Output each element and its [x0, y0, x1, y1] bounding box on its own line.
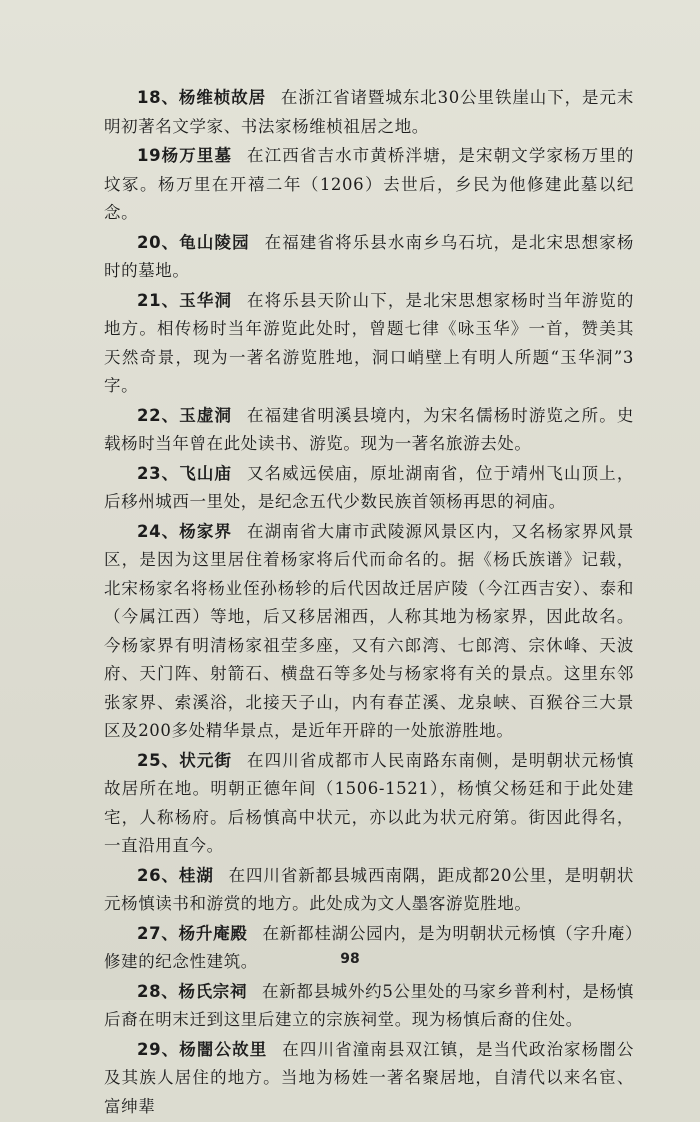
- page-number: 98: [340, 951, 360, 967]
- entry-text: 在四川省成都市人民南路东南侧，是明朝状元杨慎故居所在地。明朝正德年间（1506-1521），杨慎父杨廷和于此处建宅，人称杨府。后杨慎高中状元，亦以此为状元府第。街因此得名，一直沿用直今。: [104, 750, 634, 855]
- entry-text: 在新都桂湖公园内，是为明朝状元杨慎（字升庵）修建的纪念性建筑。: [104, 923, 635, 971]
- entry-24: [104, 518, 634, 746]
- entry-title: 龟山陵园: [179, 232, 250, 252]
- entry-title: 杨氏宗祠: [178, 981, 248, 1001]
- entry-text: 又名威远侯庙，原址湖南省，位于靖州飞山顶上，后移州城西一里处，是纪念五代少数民族首领杨再思的祠庙。: [104, 463, 634, 511]
- entry-title: 状元街: [179, 750, 233, 770]
- entry-text: 在将乐县天阶山下，是北宋思想家杨时当年游览的地方。相传杨时当年游览此处时，曾题七律《咏玉华》一首，赞美其天然奇景，现为一著名游览胜地，洞口峭壁上有明人所题“玉华洞”3字。: [104, 290, 634, 395]
- entry-29: [104, 1036, 634, 1122]
- entry-number: 28、: [137, 981, 179, 1001]
- entry-25: [104, 747, 634, 861]
- entry-text: 在四川省新都县城西南隅，距成都20公里，是明朝状元杨慎读书和游赏的地方。此处成为文人墨客游览胜地。: [104, 865, 634, 913]
- entry-number: 18、: [137, 88, 179, 107]
- entry-19: [104, 142, 634, 228]
- entry-title: 玉华洞: [179, 290, 233, 310]
- entry-text: 在新都县城外约5公里处的马家乡普利村，是杨慎后裔在明末迁到这里后建立的宗族祠堂。现为杨慎后裔的住处。: [104, 981, 635, 1029]
- entry-text: 在浙江省诸暨城东北30公里铁崖山下，是元末明初著名文学家、书法家杨维桢祖居之地。: [104, 88, 634, 136]
- entry-number: 21、: [137, 290, 180, 310]
- entry-title: 杨闇公故里: [179, 1039, 268, 1059]
- entry-26: [104, 862, 634, 919]
- entry-number: 23、: [137, 463, 180, 483]
- entry-title: 杨维桢故居: [178, 88, 266, 107]
- entry-text: 在福建省将乐县水南乡乌石坑，是北宋思想家杨时的墓地。: [104, 232, 634, 280]
- entry-28: [104, 978, 634, 1035]
- entry-number: 22、: [137, 405, 180, 425]
- entry-title: 飞山庙: [179, 463, 233, 483]
- entry-23: [104, 460, 634, 517]
- entry-title: 杨升庵殿: [178, 923, 248, 943]
- entry-21: [104, 287, 634, 401]
- entry-text: 在湖南省大庸市武陵源风景区内，又名杨家界风景区，是因为这里居住着杨家将后代而命名的。据《杨氏族谱》记载，北宋杨家名将杨业侄孙杨轸的后代因故迁居庐陵（今江西吉安）、泰和（今属江西）等地，后又移居湘西，人称其地为杨家界，因此故名。今杨家界有明清杨家祖茔多座，又有六郎湾、七郎湾、宗休峰、天波府、天门阵、射箭石、横盘石等多处与杨家将有关的景点。这里东邻张家界、索溪浴，北接天子山，内有春芷溪、龙泉峡、百猴谷三大景区及200多处精华景点，是近年开辟的一处旅游胜地。: [104, 521, 634, 740]
- entry-22: [104, 402, 634, 459]
- entry-title: 杨万里墓: [161, 146, 233, 165]
- entry-number: 27、: [137, 923, 179, 943]
- entry-text: 在江西省吉水市黄桥泮塘，是宋朝文学家杨万里的坟冢。杨万里在开禧二年（1206）去世后，乡民为他修建此墓以纪念。: [104, 146, 635, 222]
- entry-number: 20、: [137, 232, 180, 252]
- entry-20: [104, 229, 634, 286]
- entry-number: 26、: [137, 865, 179, 885]
- entry-18: [104, 84, 634, 141]
- entry-title: 玉虚洞: [179, 405, 233, 425]
- entry-text: 在福建省明溪县境内，为宋名儒杨时游览之所。史载杨时当年曾在此处读书、游览。现为一著名旅游去处。: [104, 405, 634, 453]
- entry-number: 19: [137, 146, 162, 165]
- entry-27: [104, 920, 634, 977]
- entry-title: 杨家界: [179, 521, 233, 541]
- entry-text: 在四川省潼南县双江镇，是当代政治家杨闇公及其族人居住的地方。当地为杨姓一著名聚居地，自清代以来名宦、富绅辈: [104, 1039, 635, 1116]
- entry-number: 29、: [137, 1039, 180, 1059]
- entry-title: 桂湖: [178, 865, 214, 885]
- entry-number: 25、: [137, 750, 180, 770]
- entry-number: 24、: [137, 521, 180, 541]
